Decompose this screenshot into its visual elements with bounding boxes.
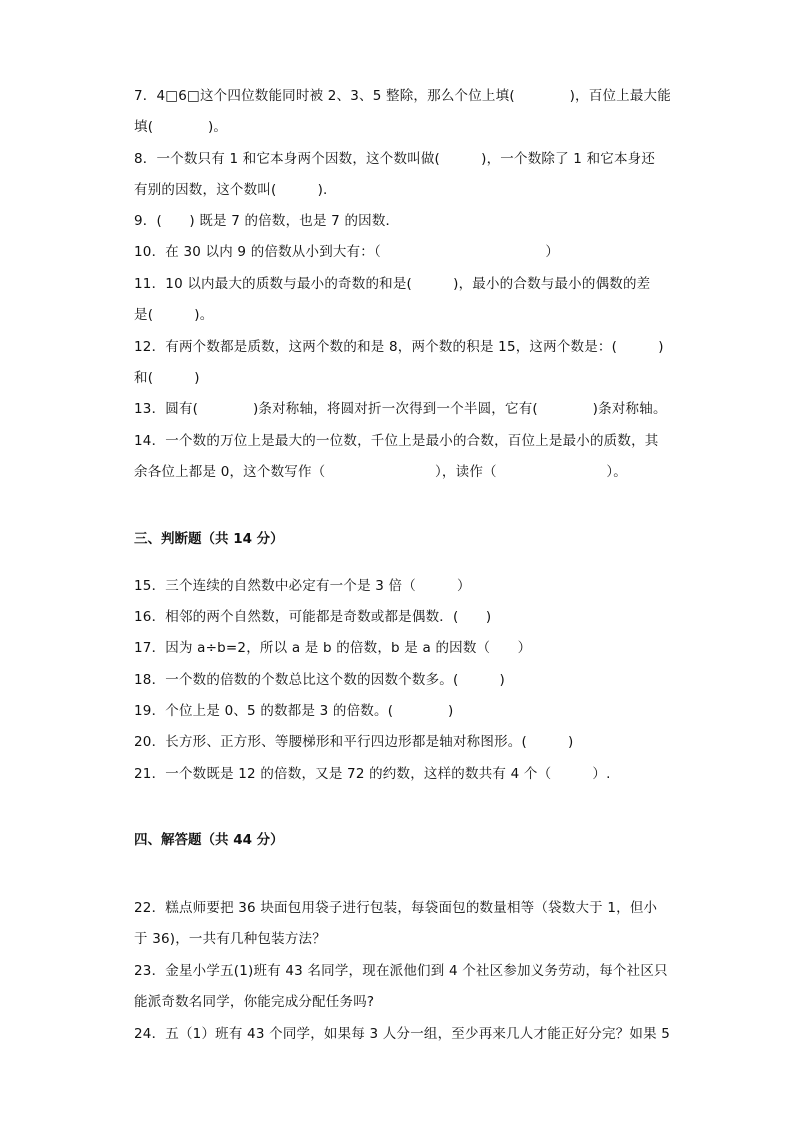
question-16: 16．相邻的两个自然数，可能都是奇数或都是偶数．( ): [134, 609, 492, 625]
question-11-line-2: 是( )。: [134, 307, 214, 323]
question-19: 19．个位上是 0、5 的数都是 3 的倍数。( ): [134, 703, 454, 719]
question-13: 13．圆有( )条对称轴，将圆对折一次得到一个半圆，它有( )条对称轴。: [134, 401, 667, 417]
question-7-line-2: 填( )。: [134, 119, 228, 135]
question-10: 10．在 30 以内 9 的倍数从小到大有：（ ）: [134, 244, 560, 260]
question-18: 18．一个数的倍数的个数总比这个数的因数个数多。( ): [134, 672, 506, 688]
question-8-line-1: 8．一个数只有 1 和它本身两个因数，这个数叫做( )，一个数除了 1 和它本身还: [134, 151, 656, 167]
question-7-line-1: 7．4□6□这个四位数能同时被 2、3、5 整除，那么个位上填( )，百位上最大能: [134, 88, 671, 104]
question-15: 15．三个连续的自然数中必定有一个是 3 倍（ ）: [134, 578, 471, 594]
section-3-title: 三、判断题（共 14 分）: [134, 531, 284, 547]
question-23-line-1: 23．金星小学五(1)班有 43 名同学，现在派他们到 4 个社区参加义务劳动，每个社区只: [134, 963, 668, 979]
question-24-line-1: 24．五（1）班有 43 个同学，如果每 3 人分一组，至少再来几人才能正好分完？如果 5: [134, 1026, 671, 1042]
question-11-line-1: 11．10 以内最大的质数与最小的奇数的和是( )，最小的合数与最小的偶数的差: [134, 276, 651, 292]
question-9: 9．( ) 既是 7 的倍数，也是 7 的因数．: [134, 213, 400, 229]
question-12-line-2: 和( ): [134, 370, 200, 386]
question-8-line-2: 有别的因数，这个数叫( ).: [134, 182, 328, 198]
question-21: 21．一个数既是 12 的倍数，又是 72 的约数，这样的数共有 4 个（ ）.: [134, 766, 611, 782]
question-14-line-2: 余各位上都是 0，这个数写作（ ），读作（ ）。: [134, 464, 627, 480]
question-12-line-1: 12．有两个数都是质数，这两个数的和是 8，两个数的积是 15，这两个数是：( ): [134, 339, 664, 355]
question-20: 20．长方形、正方形、等腰梯形和平行四边形都是轴对称图形。( ): [134, 734, 574, 750]
question-22-line-2: 于 36)，一共有几种包装方法？: [134, 931, 326, 947]
question-22-line-1: 22．糕点师要把 36 块面包用袋子进行包装，每袋面包的数量相等（袋数大于 1，但小: [134, 900, 658, 916]
section-4-title: 四、解答题（共 44 分）: [134, 832, 284, 848]
question-17: 17．因为 a÷b=2，所以 a 是 b 的倍数，b 是 a 的因数（ ）: [134, 640, 532, 656]
question-14-line-1: 14．一个数的万位上是最大的一位数，千位上是最小的合数，百位上是最小的质数，其: [134, 433, 659, 449]
question-23-line-2: 能派奇数名同学，你能完成分配任务吗?: [134, 994, 375, 1010]
